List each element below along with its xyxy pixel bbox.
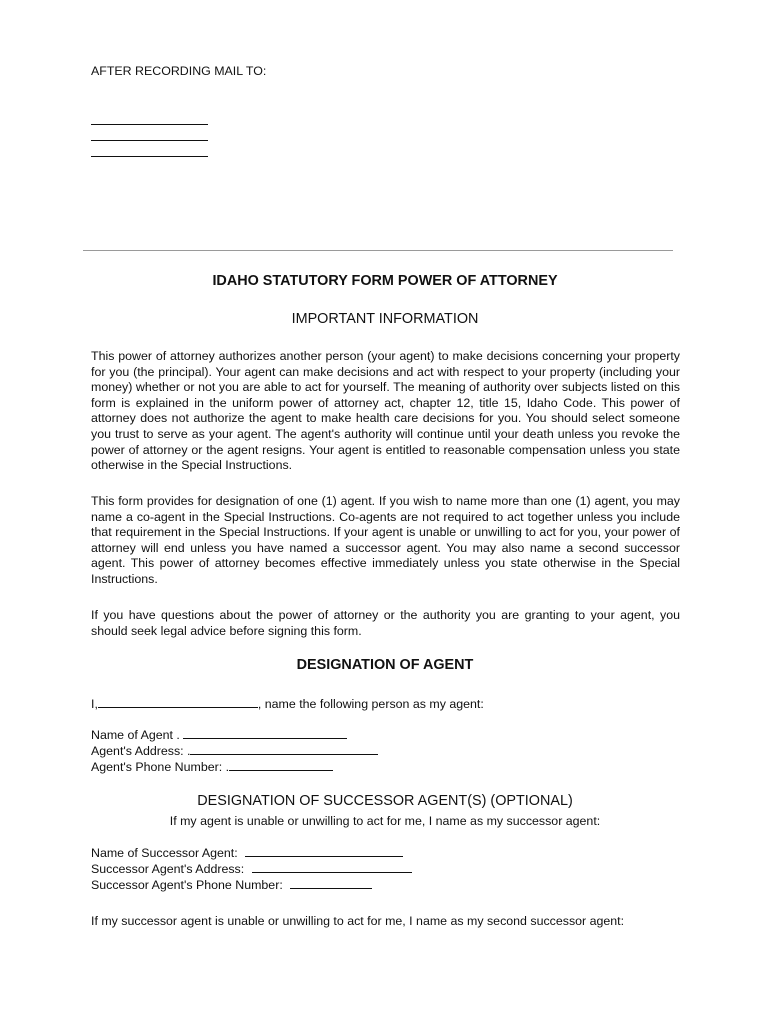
info-paragraph-2: This form provides for designation of one (1) agent. If you wish to name more than one (1) agent, you may name a co-agent in the Special Instructions. Co-agents are not required to act together unless you include that requirement in the Special Instructions. If your agent is unable or unwilling to act for you, your power of attorney will end unless you have named a successor agent. You may also name a second successor agent. This power of attorney becomes effective immediately unless you state otherwise in the Special Instructions.: [91, 494, 680, 586]
important-information-heading: IMPORTANT INFORMATION: [291, 311, 479, 327]
successor-name-field[interactable]: [245, 845, 403, 857]
designation-of-agent-heading: DESIGNATION OF AGENT: [296, 657, 474, 673]
document-title: IDAHO STATUTORY FORM POWER OF ATTORNEY: [212, 273, 558, 289]
principal-suffix: , name the following person as my agent:: [257, 697, 484, 711]
agent-name-field[interactable]: [183, 727, 347, 739]
agent-name-label: Name of Agent .: [91, 728, 180, 742]
agent-address-field[interactable]: [190, 743, 378, 755]
mail-to-heading: AFTER RECORDING MAIL TO:: [91, 64, 267, 78]
successor-name-label: Name of Successor Agent:: [91, 846, 238, 860]
successor-phone-field[interactable]: [290, 877, 372, 889]
agent-name-row: [91, 727, 347, 744]
agent-phone-field[interactable]: [229, 759, 333, 771]
principal-name-field[interactable]: [98, 696, 258, 708]
principal-name-row: [91, 696, 484, 713]
agent-phone-label: Agent's Phone Number: .: [91, 760, 230, 774]
successor-agent-heading: DESIGNATION OF SUCCESSOR AGENT(S) (OPTIONAL): [197, 793, 573, 809]
mail-address-line-2[interactable]: [91, 140, 208, 141]
principal-prefix: I,: [91, 697, 98, 711]
info-paragraph-1: This power of attorney authorizes another person (your agent) to make decisions concerning your property for you (the principal). Your agent can make decisions and act with respect to your property (including your money) whether or not you are able to act for yourself. The meaning of authority over subjects listed on this form is explained in the uniform power of attorney act, chapter 12, title 15, Idaho Code. This power of attorney does not authorize the agent to make health care decisions for you. You should select someone you trust to serve as your agent. The agent's authority will continue until your death unless you revoke the power of attorney or the agent resigns. Your agent is entitled to reasonable compensation unless you state otherwise in the Special Instructions.: [91, 349, 680, 473]
successor-address-field[interactable]: [252, 861, 412, 873]
successor-phone-row: [91, 877, 372, 894]
agent-address-row: [91, 743, 378, 760]
agent-address-label: Agent's Address: .: [91, 744, 191, 758]
successor-name-row: [91, 845, 403, 862]
successor-address-row: [91, 861, 412, 878]
agent-phone-row: [91, 759, 333, 776]
recording-divider: [83, 250, 673, 251]
info-paragraph-3: If you have questions about the power of attorney or the authority you are granting to your agent, you should seek legal advice before signing this form.: [91, 608, 680, 638]
successor-address-label: Successor Agent's Address:: [91, 862, 245, 876]
successor-agent-intro: If my agent is unable or unwilling to act for me, I name as my successor agent:: [169, 814, 601, 828]
mail-address-line-3[interactable]: [91, 156, 208, 157]
second-successor-intro: If my successor agent is unable or unwilling to act for me, I name as my second successor agent:: [91, 914, 625, 928]
mail-address-line-1[interactable]: [91, 124, 208, 125]
successor-phone-label: Successor Agent's Phone Number:: [91, 878, 283, 892]
